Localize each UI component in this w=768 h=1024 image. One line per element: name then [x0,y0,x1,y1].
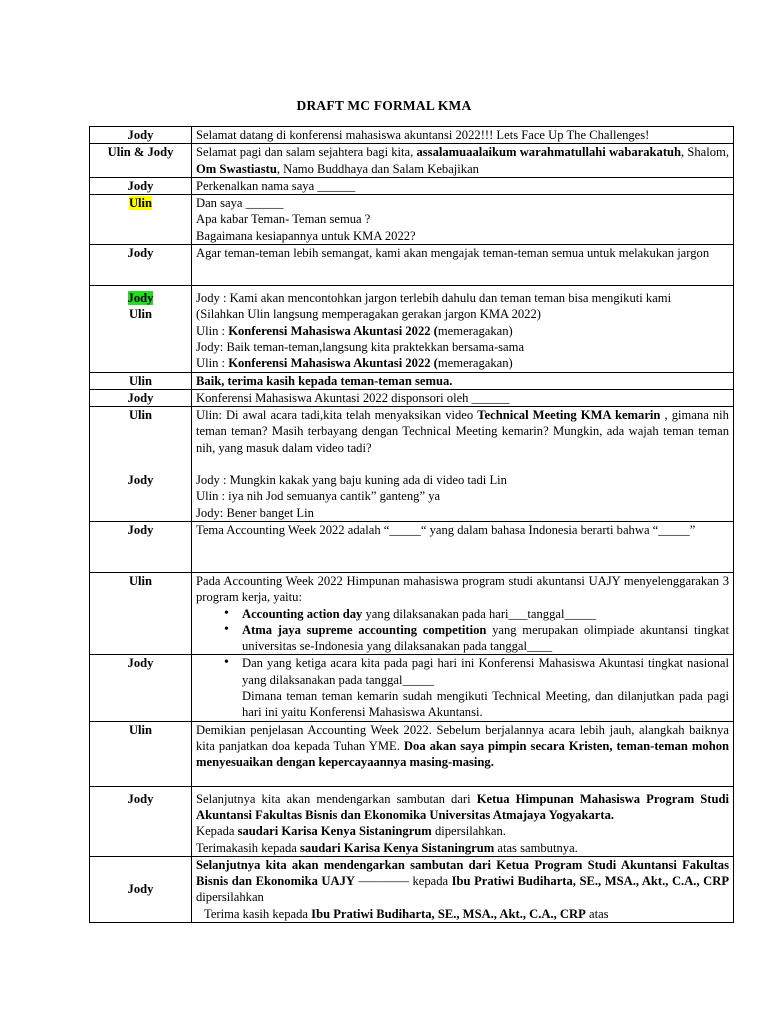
speaker-label: Ulin [128,408,153,423]
speaker-label: Jody [127,390,154,405]
table-row [90,521,734,572]
speaker-label: Jody [127,473,154,488]
speaker-label: Jody [127,522,154,537]
speaker-label: Jody [127,882,154,897]
document-title: DRAFT MC FORMAL KMA [296,98,472,113]
dialogue-cell: Agar teman-teman lebih semangat, kami akan mengajak teman-teman semua untuk melakukan jargon [192,245,734,286]
list-item: • Accounting action day yang dilaksanakan pada hari___tanggal_____ [196,606,729,622]
table-row [90,127,734,144]
dialogue-cell: Demikian penjelasan Accounting Week 2022. Sebelum berjalannya acara lebih jauh, alangkah baiknya kita panjatkan doa kepada Tuhan YME. Doa akan saya pimpin secara Kristen, teman-teman mohon menyesuaikan dengan kepercayaannya masing-masing. [192,721,734,786]
dialogue-cell: Selamat pagi dan salam sejahtera bagi kita, assalamuaalaikum warahmatullahi wabarakatuh, Shalom, Om Swastiastu, Namo Buddhaya dan Salam Kebajikan [192,144,734,178]
table-row [90,245,734,286]
table-row [90,786,734,856]
table-row [90,144,734,178]
mc-script-table [89,126,734,923]
speaker-label: Ulin [128,722,153,737]
speaker-label: Ulin [128,307,153,322]
list-item: • Atma jaya supreme accounting competition yang merupakan olimpiade akuntansi tingkat universitas se-Indonesia yang dilaksanakan pada tanggal____ [196,622,729,655]
speaker-cell [90,786,192,856]
speaker-label: Jody [127,246,154,261]
table-row [90,372,734,389]
dialogue-cell: Pada Accounting Week 2022 Himpunan mahasiswa program studi akuntansi UAJY menyelenggarakan 3 program kerja, yaitu: • Accounting action day yang dilaksanakan pada hari___tanggal_____ • Atma jaya supreme accounting competition yang merupakan olimpiade akuntansi tingkat universitas se-Indonesia yang dilaksanakan pada tanggal____ [192,572,734,654]
speaker-label: Ulin [128,573,153,588]
table-row [90,721,734,786]
speaker-label: Jody [127,178,154,193]
speaker-cell [90,407,192,522]
speaker-cell [90,655,192,721]
speaker-label-highlighted: Ulin [128,196,153,211]
table-row [90,655,734,721]
dialogue-cell: Selamat datang di konferensi mahasiswa akuntansi 2022!!! Lets Face Up The Challenges! [192,127,734,144]
speaker-label-highlighted: Jody [127,291,154,306]
dialogue-cell: Konferensi Mahasiswa Akuntasi 2022 disponsori oleh ______ [192,389,734,406]
speaker-cell [90,127,192,144]
speaker-label: Jody [127,128,154,142]
table-row [90,195,734,245]
speaker-label: Ulin & Jody [107,145,174,160]
speaker-cell [90,245,192,286]
table-row [90,572,734,654]
speaker-cell [90,856,192,922]
dialogue-cell: Selanjutnya kita akan mendengarkan sambutan dari Ketua Program Studi Akuntansi Fakultas Bisnis dan Ekonomika UAJY ———— kepada Ibu Pratiwi Budiharta, SE., MSA., Akt., C.A., CRP dipersilahkan Terima kasih kepada Ibu Pratiwi Budiharta, SE., MSA., Akt., C.A., CRP atas [192,856,734,922]
speaker-cell [90,286,192,372]
speaker-cell [90,389,192,406]
list-item: • Dan yang ketiga acara kita pada pagi hari ini Konferensi Mahasiswa Akuntasi tingkat nasional yang dilaksanakan pada tanggal_____ [196,655,729,688]
dialogue-cell: Tema Accounting Week 2022 adalah “_____“ yang dalam bahasa Indonesia berarti bahwa “_____” [192,521,734,572]
table-row [90,856,734,922]
table-row [90,286,734,372]
dialogue-cell: Ulin: Di awal acara tadi,kita telah menyaksikan video Technical Meeting KMA kemarin , gimana nih teman teman? Masih terbayang dengan Technical Meeting kemarin? Mungkin, ada wajah teman teman nih, yang masuk dalam video tadi? Jody : Mungkin kakak yang baju kuning ada di video tadi Lin Ulin : iya nih Jod semuanya cantik” ganteng” ya Jody: Bener banget Lin [192,407,734,522]
speaker-cell [90,572,192,654]
table-row [90,177,734,194]
speaker-cell [90,721,192,786]
dialogue-cell: Perkenalkan nama saya ______ [192,177,734,194]
dialogue-cell: • Dan yang ketiga acara kita pada pagi hari ini Konferensi Mahasiswa Akuntasi tingkat nasional yang dilaksanakan pada tanggal_____ Dimana teman teman kemarin sudah mengikuti Technical Meeting, dan dilanjutkan pada pagi hari ini yaitu Konferensi Mahasiswa Akuntansi. [192,655,734,721]
speaker-cell [90,521,192,572]
speaker-label: Ulin [128,373,153,388]
dialogue-cell: Dan saya ______ Apa kabar Teman- Teman semua ? Bagaimana kesiapannya untuk KMA 2022? [192,195,734,245]
speaker-cell [90,177,192,194]
dialogue-cell: Selanjutnya kita akan mendengarkan sambutan dari Ketua Himpunan Mahasiswa Program Studi Akuntansi Fakultas Bisnis dan Ekonomika Universitas Atmajaya Yogyakarta. Kepada saudari Karisa Kenya Sistaningrum dipersilahkan. Terimakasih kepada saudari Karisa Kenya Sistaningrum atas sambutnya. [192,786,734,856]
table-row [90,407,734,522]
table-row [90,389,734,406]
speaker-cell [90,144,192,178]
speaker-label: Jody [127,791,154,806]
dialogue-cell: Baik, terima kasih kepada teman-teman semua. [192,372,734,389]
dialogue-cell: Jody : Kami akan mencontohkan jargon terlebih dahulu dan teman teman bisa mengikuti kami (Silahkan Ulin langsung memperagakan gerakan jargon KMA 2022) Ulin : Konferensi Mahasiswa Akuntasi 2022 (memeragakan) Jody: Baik teman-teman,langsung kita praktekkan bersama-sama Ulin : Konferensi Mahasiswa Akuntasi 2022 (memeragakan) [192,286,734,372]
speaker-cell [90,372,192,389]
speaker-cell [90,195,192,245]
speaker-label: Jody [127,656,154,671]
